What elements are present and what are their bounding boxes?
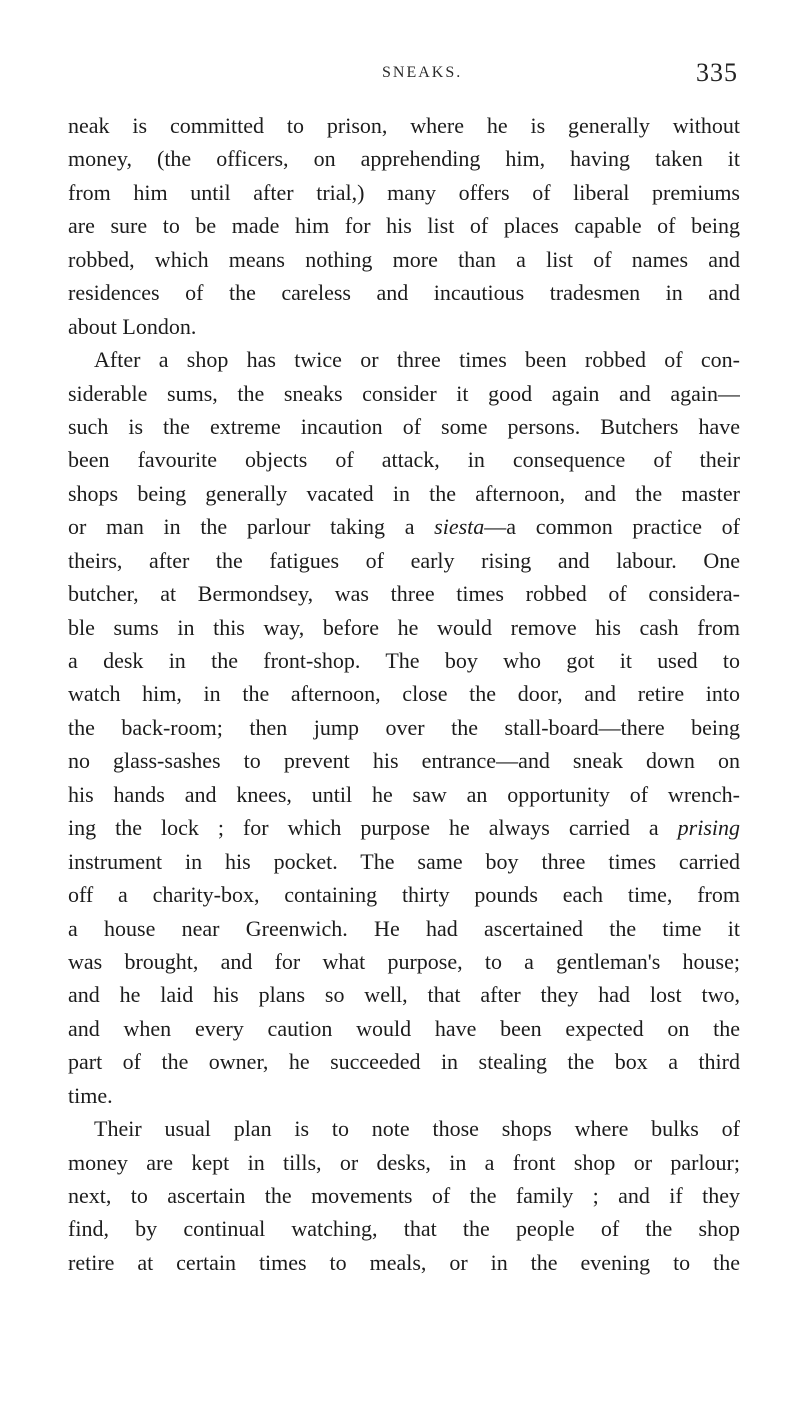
text-line: time. (68, 1082, 113, 1108)
text-line: and he laid his plans so well, that after they had lost two, (68, 982, 740, 1008)
text-line: After a shop has twice or three times been robbed of con- (94, 347, 740, 373)
text-line: was brought, and for what purpose, to a gentleman's house; (68, 948, 740, 974)
text-line: find, by continual watching, that the people of the shop (68, 1216, 740, 1242)
text-line: such is the extreme incaution of some persons. Butchers have (68, 413, 740, 439)
text-line: and when every caution would have been expected on the (68, 1015, 740, 1041)
text-line: a house near Greenwich. He had ascertained the time it (68, 915, 740, 941)
italic-text: prising (677, 815, 740, 841)
text-line: Their usual plan is to note those shops where bulks of (94, 1116, 740, 1142)
text-line: his hands and knees, until he saw an opportunity of wrench- (68, 781, 740, 807)
text-line: are sure to be made him for his list of places capable of being (68, 213, 740, 239)
text-line: siderable sums, the sneaks consider it good again and again— (68, 380, 740, 406)
text-line: part of the owner, he succeeded in stealing the box a third (68, 1049, 740, 1075)
running-head (68, 58, 740, 92)
text-line: robbed, which means nothing more than a list of names and (68, 246, 740, 272)
text-line: from him until after trial,) many offers of liberal premiums (68, 179, 740, 205)
text-line: ing the lock ; for which purpose he always carried a prising (68, 815, 740, 841)
text-line: watch him, in the afternoon, close the door, and retire into (68, 681, 740, 707)
text-line: ble sums in this way, before he would remove his cash from (68, 614, 740, 640)
text-line: money are kept in tills, or desks, in a front shop or parlour; (68, 1149, 740, 1175)
italic-text: siesta (434, 514, 485, 540)
text-line: instrument in his pocket. The same boy three times carried (68, 848, 740, 874)
text-line: been favourite objects of attack, in consequence of their (68, 447, 740, 473)
text-line: off a charity-box, containing thirty pounds each time, from (68, 882, 740, 908)
text-line: retire at certain times to meals, or in the evening to the (68, 1249, 740, 1275)
body-text (68, 109, 740, 1279)
text-line: a desk in the front-shop. The boy who got it used to (68, 648, 740, 673)
text-line: or man in the parlour taking a siesta—a common practice of (68, 514, 740, 540)
text-line: next, to ascertain the movements of the family ; and if they (68, 1183, 740, 1208)
text-line: residences of the careless and incautious tradesmen in and (68, 280, 740, 306)
text-line: shops being generally vacated in the afternoon, and the master (68, 480, 740, 506)
text-line: about London. (68, 313, 197, 339)
text-line: no glass-sashes to prevent his entrance—and sneak down on (68, 748, 740, 774)
text-line: money, (the officers, on apprehending him, having taken it (68, 146, 740, 172)
text-line: theirs, after the fatigues of early rising and labour. One (68, 547, 740, 573)
text-line: butcher, at Bermondsey, was three times robbed of considera- (68, 581, 740, 607)
text-line: neak is committed to prison, where he is generally without (68, 113, 740, 138)
running-title: SNEAKS. (382, 64, 463, 81)
page-number: 335 (696, 58, 738, 87)
text-line: the back-room; then jump over the stall-board—there being (68, 714, 740, 740)
